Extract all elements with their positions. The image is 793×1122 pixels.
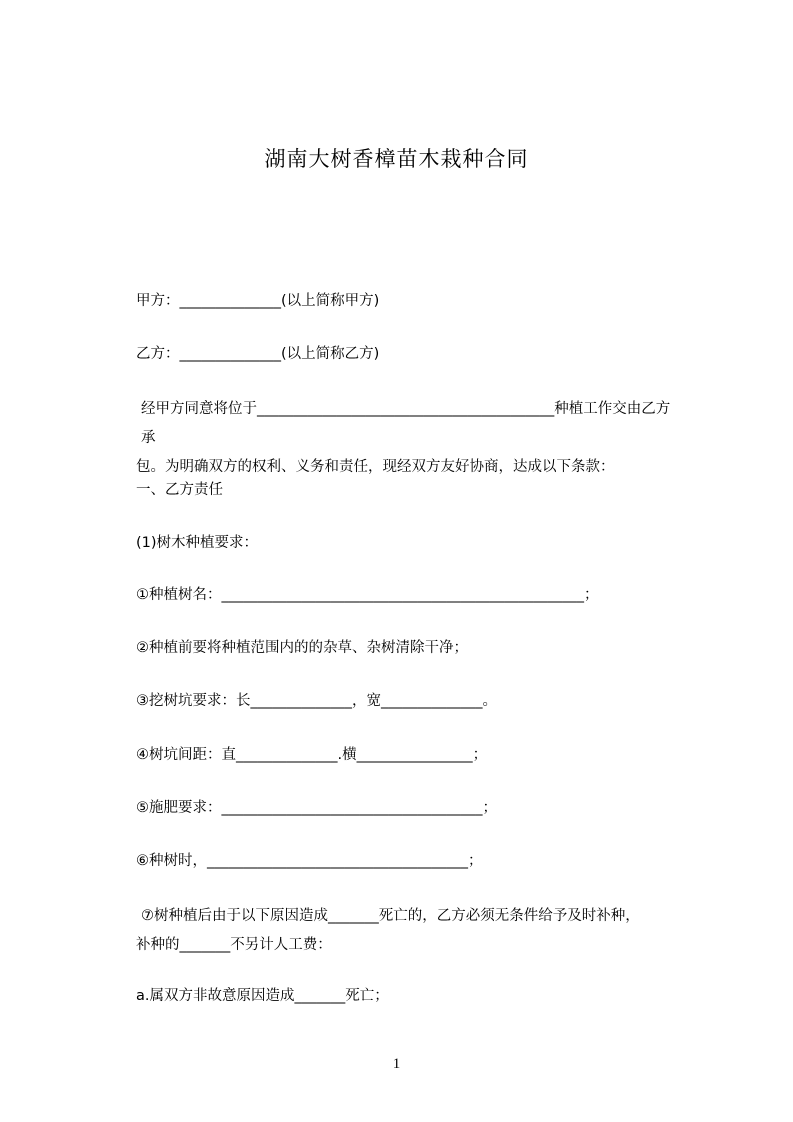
intro-line-1: 经甲方同意将位于_________________________________________种植工作交由乙方承	[141, 401, 671, 446]
clause-tree-name: ①种植树名：__________________________________________________；	[136, 587, 599, 603]
clause-pit-spacing: ④树坑间距：直______________.横________________；	[136, 747, 488, 763]
intro-paragraph	[136, 395, 684, 482]
clause-replanting-line-1: ⑦树种植后由于以下原因造成_______死亡的，乙方必须无条件给予及时补种，	[141, 908, 640, 924]
clause-pit-size: ③挖树坑要求：长______________，宽______________。	[136, 693, 497, 709]
clause-fertilizer: ⑤施肥要求：____________________________________；	[136, 800, 497, 816]
party-b-line: 乙方：______________(以上简称乙方)	[136, 346, 380, 362]
page-number: 1	[392, 1056, 401, 1072]
clause-planting: ⑥种树时，____________________________________；	[136, 853, 483, 869]
section-heading-party-b-duties: 一、乙方责任	[136, 482, 223, 498]
clause-clear-weeds: ②种植前要将种植范围内的的杂草、杂树清除干净；	[136, 640, 468, 656]
clause-replanting	[136, 902, 684, 960]
party-a-line: 甲方：______________(以上简称甲方)	[136, 293, 380, 309]
document-title: 湖南大树香樟苗木栽种合同	[264, 147, 529, 171]
planting-requirements-heading: (1)树木种植要求：	[136, 535, 259, 551]
clause-replanting-line-2: 补种的_______不另计人工费：	[136, 937, 332, 953]
clause-sub-a: a.属双方非故意原因造成_______死亡；	[136, 988, 389, 1004]
intro-line-2: 包。为明确双方的权利、义务和责任，现经双方友好协商，达成以下条款：	[136, 459, 615, 475]
